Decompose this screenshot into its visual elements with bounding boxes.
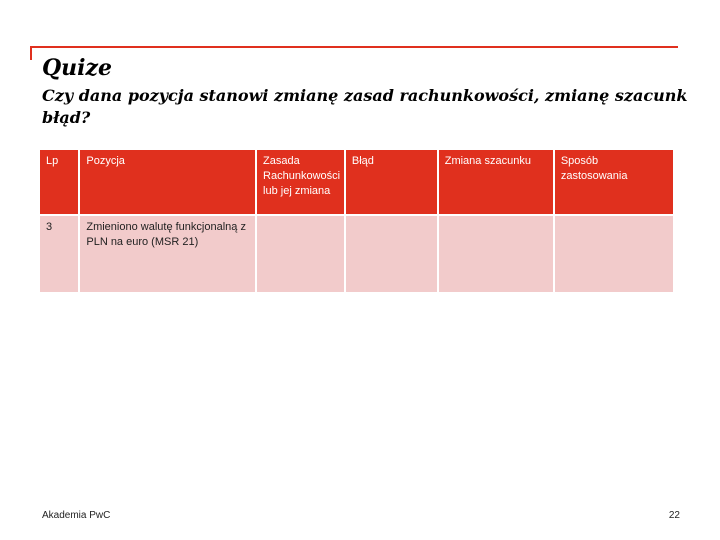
header-zmiana-szacunku: Zmiana szacunku (439, 150, 553, 214)
table-row (40, 216, 673, 292)
cell-blad (346, 216, 437, 292)
cell-sposob-zastosowania (555, 216, 673, 292)
slide-title: Quize (42, 55, 113, 81)
header-lp: Lp (40, 150, 78, 214)
footer-brand: Akademia PwC (42, 510, 111, 521)
cell-zasada-rachunkowosci (257, 216, 344, 292)
header-blad: Błąd (346, 150, 437, 214)
cell-zmiana-szacunku (439, 216, 553, 292)
question-line-1: Czy dana pozycja stanowi zmianę zasad rachunkowości, zmianę szacunk (42, 86, 688, 105)
cell-lp: 3 (40, 216, 78, 292)
quiz-table (38, 148, 675, 294)
table-header-row (40, 150, 673, 214)
page-number: 22 (668, 510, 680, 521)
top-rule-tick (30, 46, 32, 60)
header-pozycja: Pozycja (80, 150, 255, 214)
question-line-2: błąd? (42, 108, 91, 127)
header-sposob-zastosowania: Sposób zastosowania (555, 150, 673, 214)
top-rule (30, 46, 678, 48)
slide-question (42, 85, 720, 129)
cell-pozycja: Zmieniono walutę funkcjonalną z PLN na euro (MSR 21) (80, 216, 255, 292)
header-zasada-rachunkowosci: Zasada Rachunkowości lub jej zmiana (257, 150, 344, 214)
